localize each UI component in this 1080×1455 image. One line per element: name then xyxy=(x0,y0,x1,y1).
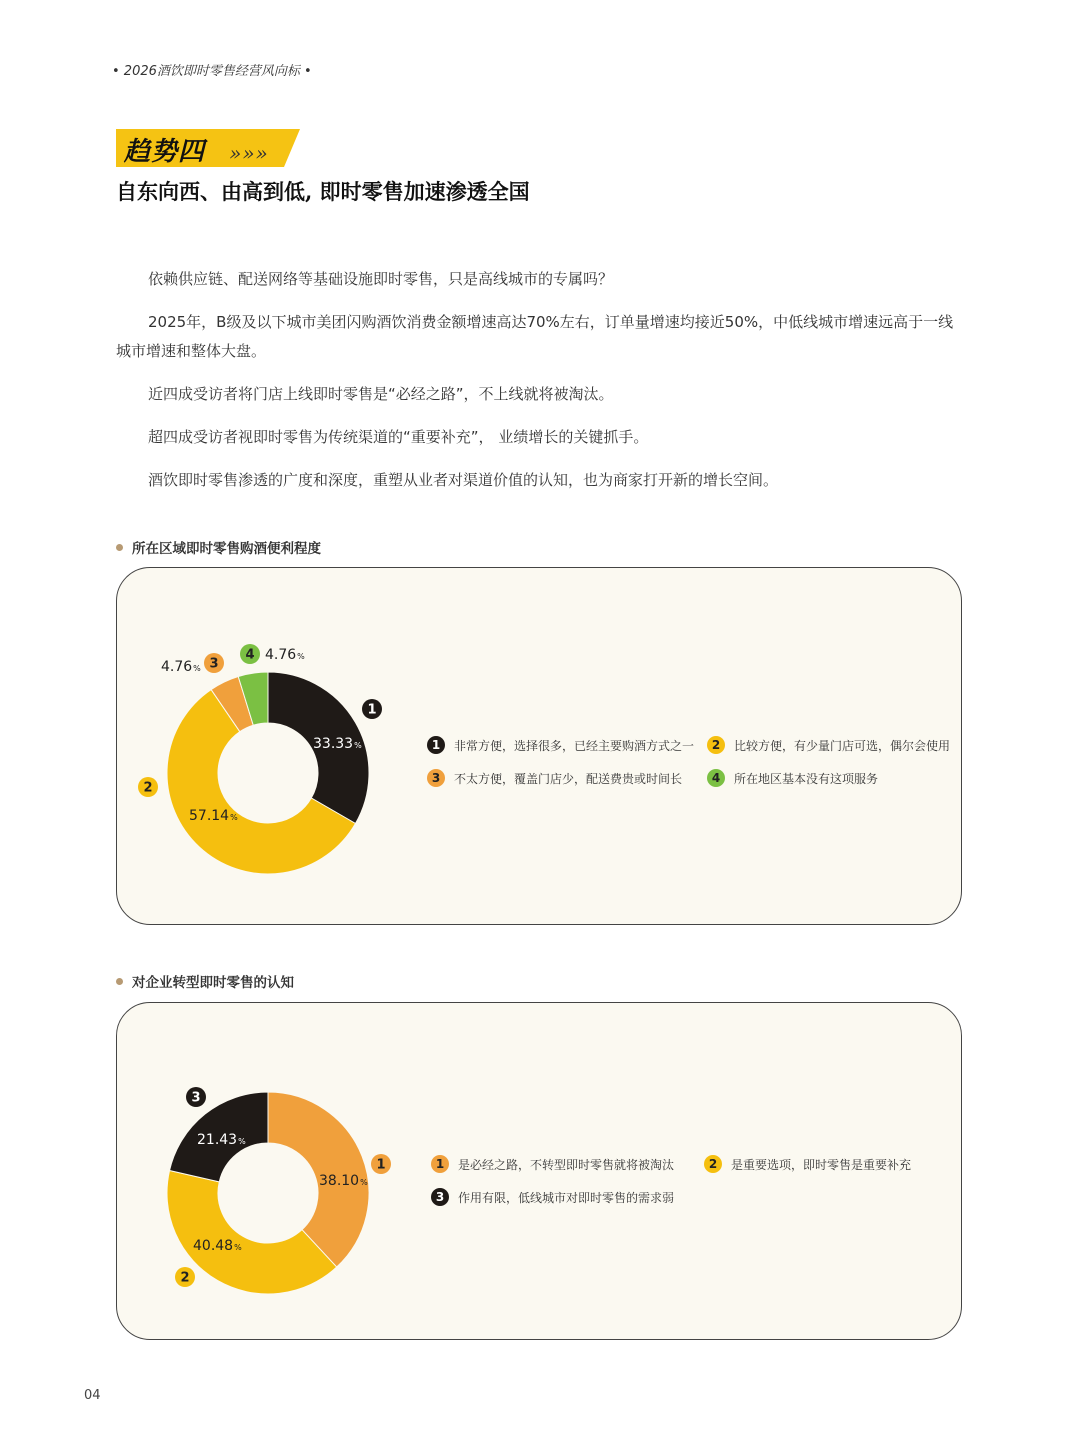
svg-text:3: 3 xyxy=(191,1090,201,1106)
chart-2-heading-text: 对企业转型即时零售的认知 xyxy=(132,975,294,991)
legend-badge-1: 1 xyxy=(431,1155,449,1173)
legend-label-3: 作用有限，低线城市对即时零售的需求弱 xyxy=(458,1190,675,1205)
slice-badge-3 xyxy=(204,653,224,673)
legend-badge-1: 1 xyxy=(427,736,445,754)
slice-value-label-4: 4.76% xyxy=(265,647,305,663)
legend-badge-2: 2 xyxy=(704,1155,722,1173)
chevrons-icon: »»» xyxy=(229,141,269,165)
paragraph-4: 超四成受访者视即时零售为传统渠道的“重要补充”， 业绩增长的关键抓手。 xyxy=(148,428,649,446)
bullet-dot xyxy=(116,544,123,551)
paragraph-1: 依赖供应链、配送网络等基础设施即时零售，只是高线城市的专属吗？ xyxy=(148,270,614,288)
chart-2-heading xyxy=(116,971,294,991)
legend-item-4 xyxy=(707,769,878,787)
legend-item-3 xyxy=(431,1188,674,1206)
chart-1-heading-text: 所在区域即时零售购酒便利程度 xyxy=(132,541,321,557)
legend-item-1 xyxy=(427,736,694,754)
running-header: • 2026酒饮即时零售经营风向标 • xyxy=(112,64,312,79)
svg-text:3: 3 xyxy=(209,656,219,672)
legend-item-1 xyxy=(431,1155,674,1173)
legend-badge-4: 4 xyxy=(707,769,725,787)
trend-tag xyxy=(124,131,269,168)
legend-label-2: 比较方便，有少量门店可选，偶尔会使用 xyxy=(734,738,951,753)
legend-badge-2: 2 xyxy=(707,736,725,754)
chart-2-card xyxy=(116,1002,962,1340)
svg-text:1: 1 xyxy=(367,702,377,718)
legend-item-3 xyxy=(427,769,682,787)
page-number: 04 xyxy=(84,1388,101,1403)
slice-badge-2 xyxy=(138,777,158,797)
slice-value-label-3: 21.43% xyxy=(197,1132,246,1148)
slice-value-label-3: 4.76% xyxy=(161,659,201,675)
slice-badge-4 xyxy=(240,644,260,664)
legend-label-1: 是必经之路，不转型即时零售就将被淘汰 xyxy=(458,1157,675,1172)
paragraph-2: 2025年，B级及以下城市美团闪购酒饮消费金额增速高达70%左右，订单量增速均接近50%，中低线城市增速远高于一线城市增速和整体大盘。 xyxy=(116,313,954,360)
slice-badge-1 xyxy=(371,1154,391,1174)
legend-label-4: 所在地区基本没有这项服务 xyxy=(734,771,879,786)
bullet-dot xyxy=(116,978,123,985)
legend-badge-3: 3 xyxy=(431,1188,449,1206)
legend-label-3: 不太方便，覆盖门店少，配送费贵或时间长 xyxy=(454,771,683,786)
legend-label-2: 是重要选项，即时零售是重要补充 xyxy=(731,1157,912,1172)
legend-badge-3: 3 xyxy=(427,769,445,787)
chart-1-card xyxy=(116,567,962,925)
slice-value-label-2: 57.14% xyxy=(189,808,238,824)
paragraph-5: 酒饮即时零售渗透的广度和深度，重塑从业者对渠道价值的认知，也为商家打开新的增长空间。 xyxy=(148,471,779,489)
legend-label-1: 非常方便，选择很多，已经主要购酒方式之一 xyxy=(454,738,695,753)
legend-item-2 xyxy=(704,1155,911,1173)
svg-text:1: 1 xyxy=(376,1157,386,1173)
slice-value-label-1: 33.33% xyxy=(313,736,362,752)
slice-badge-2 xyxy=(175,1267,195,1287)
trend-tag-label: 趋势四 xyxy=(124,137,206,167)
slice-badge-3 xyxy=(186,1087,206,1107)
slice-value-label-2: 40.48% xyxy=(193,1238,242,1254)
slice-value-label-1: 38.10% xyxy=(319,1173,368,1189)
svg-text:2: 2 xyxy=(143,780,153,796)
legend-item-2 xyxy=(707,736,950,754)
paragraph-3: 近四成受访者将门店上线即时零售是“必经之路”，不上线就将被淘汰。 xyxy=(148,385,614,403)
slice-badge-1 xyxy=(362,699,382,719)
chart-1-heading xyxy=(116,537,321,557)
svg-text:2: 2 xyxy=(180,1270,190,1286)
section-subtitle: 自东向西、由高到低, 即时零售加速渗透全国 xyxy=(116,179,530,204)
svg-text:4: 4 xyxy=(245,647,255,663)
